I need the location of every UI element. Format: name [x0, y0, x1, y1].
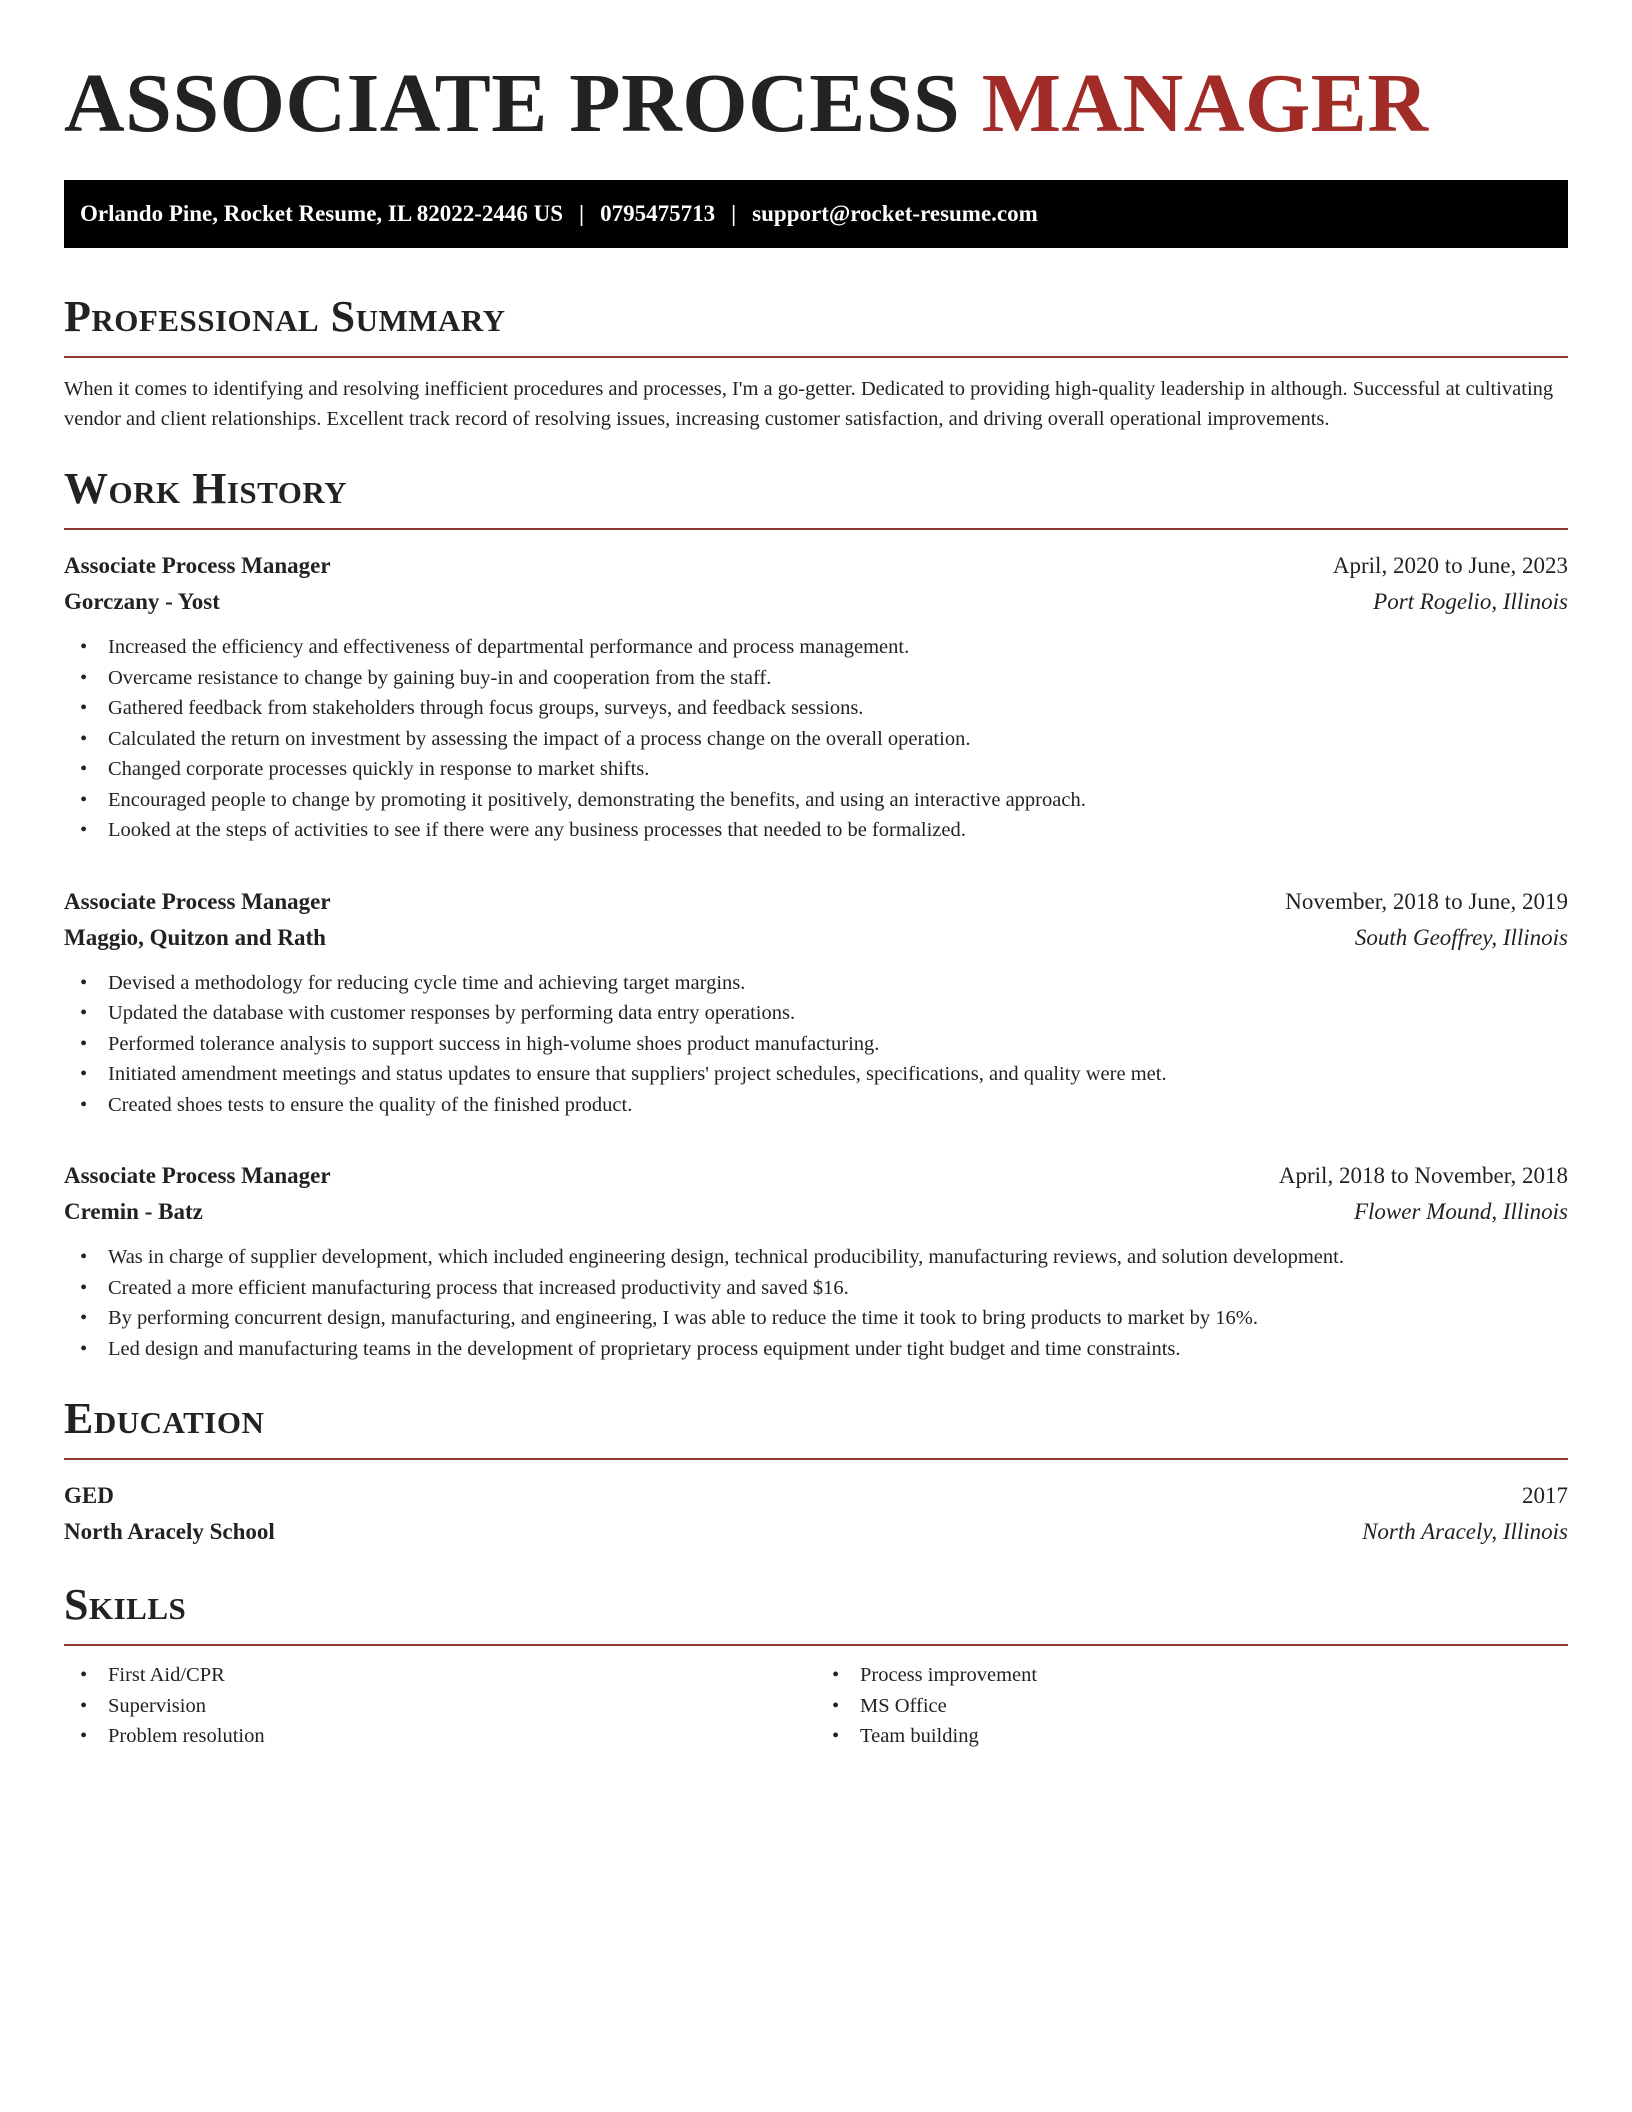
skills-section — [64, 1580, 1568, 1752]
education-section — [64, 1394, 1568, 1550]
title-accent: MANAGER — [981, 57, 1429, 150]
job-entry — [64, 1158, 1568, 1364]
education-heading: Education — [64, 1394, 1568, 1460]
list-item: • Led design and manufacturing teams in the development of proprietary process equipment under tight budget and time constraints. — [80, 1337, 1181, 1360]
list-item: • Calculated the return on investment by assessing the impact of a process change on the overall operation. — [80, 727, 971, 750]
skills-list-left — [64, 1660, 816, 1752]
education-year: 2017 — [1522, 1483, 1568, 1508]
contact-address: Orlando Pine, Rocket Resume, IL 82022-2446 US — [80, 201, 563, 226]
education-location: North Aracely, Illinois — [1362, 1519, 1568, 1544]
education-degree: GED — [64, 1483, 114, 1508]
job-bullets — [64, 632, 1568, 846]
skill-item: • Process improvement — [832, 1664, 1038, 1686]
job-title: Associate Process Manager — [64, 553, 331, 578]
job-bullets — [64, 1242, 1568, 1364]
list-item: • Increased the efficiency and effectiveness of departmental performance and process management. — [80, 636, 910, 658]
skill-item: • Problem resolution — [80, 1725, 265, 1747]
job-entry — [64, 548, 1568, 846]
list-item: • Looked at the steps of activities to see if there were any business processes that needed to be formalized. — [80, 819, 966, 841]
job-company: Gorczany - Yost — [64, 589, 220, 614]
contact-separator: | — [731, 201, 737, 226]
list-item: • Gathered feedback from stakeholders through focus groups, surveys, and feedback sessions. — [80, 697, 864, 719]
contact-phone: 0795475713 — [600, 201, 716, 226]
contact-email: support@rocket-resume.com — [752, 201, 1038, 226]
work-history-section — [64, 464, 1568, 1364]
job-company: Cremin - Batz — [64, 1199, 203, 1224]
job-location: South Geoffrey, Illinois — [1354, 924, 1568, 950]
job-location: Port Rogelio, Illinois — [1373, 589, 1568, 614]
list-item: • Overcame resistance to change by gaining buy-in and cooperation from the staff. — [80, 666, 772, 689]
contact-bar — [64, 180, 1568, 248]
job-company: Maggio, Quitzon and Rath — [64, 924, 326, 950]
work-history-heading: Work History — [64, 464, 1568, 530]
list-item: • Changed corporate processes quickly in response to market shifts. — [80, 758, 650, 780]
list-item: • Encouraged people to change by promoting it positively, demonstrating the benefits, and using an interactive approach. — [80, 788, 1086, 811]
skills-list-right — [816, 1660, 1568, 1752]
list-item: • Performed tolerance analysis to support success in high-volume shoes product manufacturing. — [80, 1032, 880, 1055]
list-item: • Initiated amendment meetings and status updates to ensure that suppliers' project schedules, specifications, and quality were met. — [80, 1063, 1167, 1085]
job-location: Flower Mound, Illinois — [1353, 1199, 1568, 1224]
skills-heading: Skills — [64, 1580, 1568, 1646]
list-item: • Created a more efficient manufacturing process that increased productivity and saved $16. — [80, 1276, 849, 1299]
job-bullets — [64, 968, 1568, 1121]
job-title: Associate Process Manager — [64, 888, 331, 914]
summary-heading: Professional Summary — [64, 292, 1568, 358]
list-item: • Updated the database with customer responses by performing data entry operations. — [80, 1002, 796, 1024]
list-item: • Created shoes tests to ensure the quality of the finished product. — [80, 1093, 633, 1116]
skill-item: • MS Office — [832, 1694, 947, 1717]
resume-title — [64, 58, 1568, 150]
job-dates: April, 2020 to June, 2023 — [1332, 553, 1568, 578]
list-item: • Devised a methodology for reducing cycle time and achieving target margins. — [80, 971, 746, 994]
skill-item: • Team building — [832, 1725, 979, 1747]
title-main: ASSOCIATE PROCESS — [64, 57, 961, 150]
summary-section — [64, 292, 1568, 434]
skill-item: • Supervision — [80, 1694, 206, 1717]
job-title: Associate Process Manager — [64, 1163, 331, 1188]
job-dates: April, 2018 to November, 2018 — [1278, 1163, 1568, 1188]
job-dates: November, 2018 to June, 2019 — [1285, 888, 1568, 914]
education-school: North Aracely School — [64, 1519, 275, 1544]
list-item: • Was in charge of supplier development, which included engineering design, technical producibility, manufacturing reviews, and solution development. — [80, 1246, 1344, 1268]
summary-text: When it comes to identifying and resolving inefficient procedures and processes, I'm a go-getter. Dedicated to providing high-quality leadership in although. Successful at cultivating vendor and client relationships. Excellent track record of resolving issues, increasing customer satisfaction, and driving overall operational improvements. — [64, 378, 1554, 430]
job-entry — [64, 884, 1568, 1121]
contact-separator: | — [579, 201, 585, 226]
list-item: • By performing concurrent design, manufacturing, and engineering, I was able to reduce the time it took to bring products to market by 16%. — [80, 1307, 1258, 1329]
skill-item: • First Aid/CPR — [80, 1664, 225, 1686]
